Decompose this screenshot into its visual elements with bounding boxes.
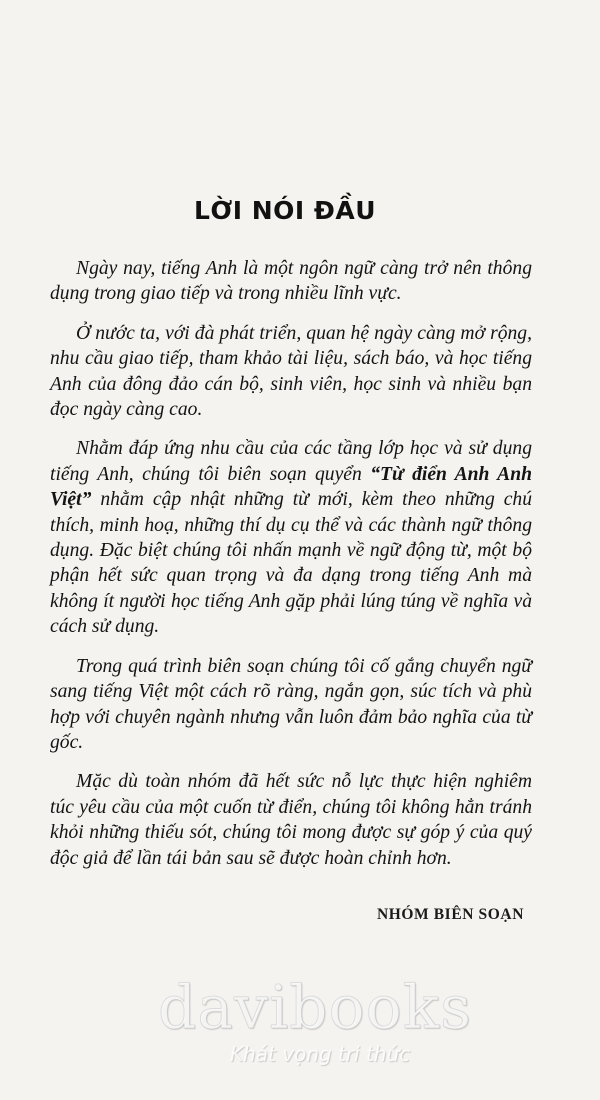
paragraph-4: Trong quá trình biên soạn chúng tôi cố gắng chuyển ngữ sang tiếng Việt một cách rõ ràng, ngắn gọn, súc tích và phù hợp với chuyên ngành nhưng vẫn luôn đảm bảo nghĩa của từ gốc.	[50, 655, 532, 753]
paragraph-3-start: Nhằm đáp ứng nhu cầu của các tầng lớp học và sử dụng tiếng Anh, chúng tôi biên soạn quyển	[50, 438, 532, 485]
paragraph-2: Ở nước ta, với đà phát triển, quan hệ ngày càng mở rộng, nhu cầu giao tiếp, tham khảo tài liệu, sách báo, và học tiếng Anh của đông đảo cán bộ, sinh viên, học sinh và nhiều bạn đọc ngày càng cao.	[50, 322, 532, 421]
watermark-logo: davibooks	[158, 973, 473, 1043]
paragraph-3	[50, 436, 532, 639]
watermark-slogan: Khát vọng tri thức	[230, 1042, 411, 1066]
book-title-emphasis: “Từ điển Anh Anh Việt”	[50, 463, 532, 511]
paragraph-5: Mặc dù toàn nhóm đã hết sức nỗ lực thực hiện nghiêm túc yêu cầu của một cuốn từ điển, chúng tôi không hẳn tránh khỏi những thiếu sót, chúng tôi mong được sự góp ý của quý độc giả để lần tái bản sau sẽ được hoàn chỉnh hơn.	[50, 771, 532, 869]
watermark	[158, 973, 473, 1078]
page-title: LỜI NÓI ĐẦU	[193, 196, 377, 225]
signature: NHÓM BIÊN SOẠN	[376, 906, 524, 923]
paragraph-1: Ngày nay, tiếng Anh là một ngôn ngữ càng trở nên thông dụng trong giao tiếp và trong nhiều lĩnh vực.	[50, 258, 532, 305]
paragraph-3-end: nhằm cập nhật những từ mới, kèm theo những chú thích, minh hoạ, những thí dụ cụ thể và các thành ngữ thông dụng. Đặc biệt chúng tôi nhấn mạnh về ngữ động từ, một bộ phận hết sức quan trọng và đa dạng trong tiếng Anh mà không ít người học tiếng Anh gặp phải lúng túng về nghĩa và cách sử dụng.	[50, 489, 532, 638]
preface-body	[50, 256, 532, 885]
